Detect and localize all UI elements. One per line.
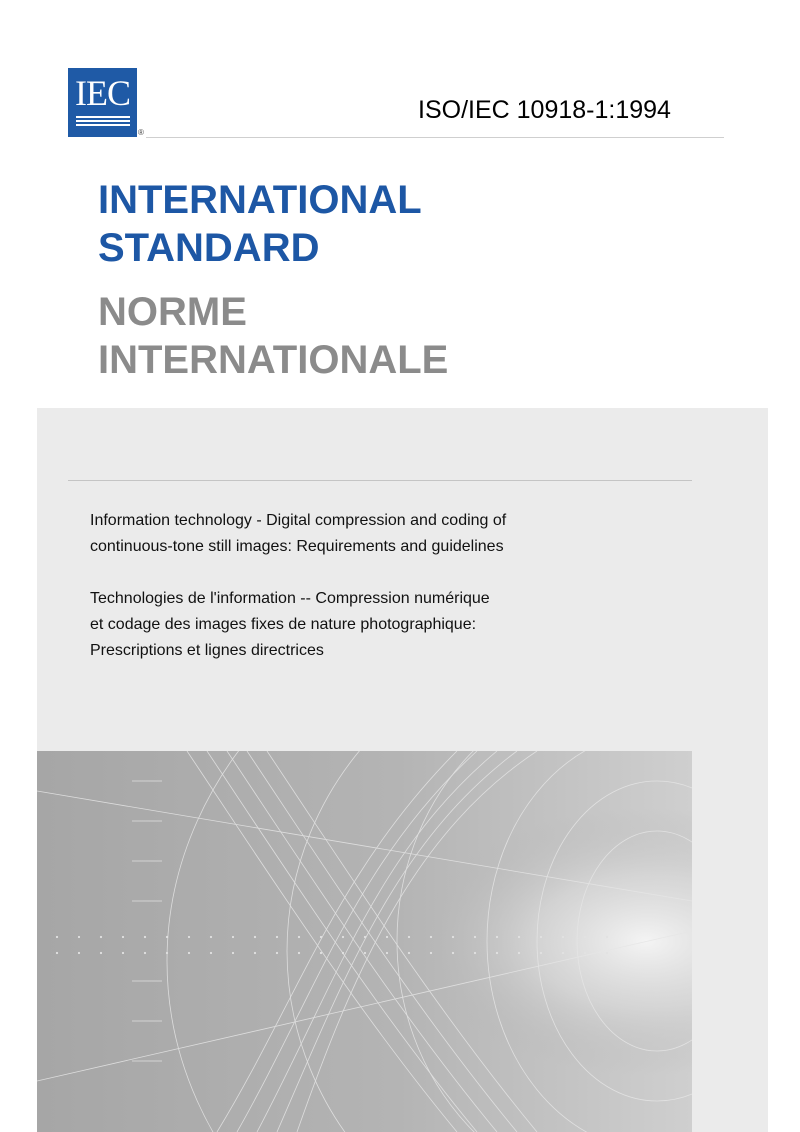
title-english-line-2: STANDARD [98, 226, 320, 270]
artwork-dot [496, 936, 498, 938]
artwork-dot [232, 952, 234, 954]
title-french-line-1: NORME [98, 290, 247, 334]
artwork-dot [386, 936, 388, 938]
artwork-dot [166, 952, 168, 954]
description-french-line-1: Technologies de l'information -- Compression numérique [90, 590, 490, 607]
title-french-line-2: INTERNATIONALE [98, 338, 449, 382]
artwork-dot [122, 952, 124, 954]
artwork-dot [232, 936, 234, 938]
artwork-dot [276, 936, 278, 938]
artwork-dot [518, 952, 520, 954]
header-divider [146, 137, 724, 138]
artwork-dot [606, 952, 608, 954]
artwork-dot [166, 936, 168, 938]
artwork-dot [210, 952, 212, 954]
artwork-dot [540, 936, 542, 938]
title-english-line-1: INTERNATIONAL [98, 178, 422, 222]
artwork-dot [408, 936, 410, 938]
artwork-dot [452, 952, 454, 954]
artwork-dot [210, 936, 212, 938]
artwork-dot [100, 952, 102, 954]
artwork-dot [474, 952, 476, 954]
artwork-dot [408, 952, 410, 954]
title-english [98, 176, 422, 272]
artwork-dot [254, 952, 256, 954]
artwork-dot [276, 952, 278, 954]
description-french-line-2: et codage des images fixes de nature photographique: [90, 616, 477, 633]
artwork-dot [188, 952, 190, 954]
artwork-dot [518, 936, 520, 938]
artwork-dot [78, 936, 80, 938]
artwork-dot [298, 936, 300, 938]
artwork-dot [430, 952, 432, 954]
artwork-dot [254, 936, 256, 938]
artwork-dot [188, 936, 190, 938]
description-english [90, 508, 506, 560]
artwork-dot [386, 952, 388, 954]
artwork-dot [320, 936, 322, 938]
artwork-dot [144, 952, 146, 954]
artwork-dot [496, 952, 498, 954]
artwork-dot [298, 952, 300, 954]
artwork-dot [540, 952, 542, 954]
artwork-dot [584, 952, 586, 954]
artwork-dot [474, 936, 476, 938]
description-english-line-2: continuous-tone still images: Requirements and guidelines [90, 538, 504, 555]
artwork-dot [320, 952, 322, 954]
artwork-dot [452, 936, 454, 938]
iec-logo [68, 68, 137, 137]
artwork-dot [100, 936, 102, 938]
document-number: ISO/IEC 10918-1:1994 [418, 96, 671, 124]
artwork-dot [430, 936, 432, 938]
artwork-dot [562, 936, 564, 938]
artwork-dot [584, 936, 586, 938]
artwork-dot [342, 936, 344, 938]
artwork-dot [78, 952, 80, 954]
artwork-dot [606, 936, 608, 938]
description-french [90, 586, 490, 664]
logo-text: IEC [75, 73, 130, 113]
logo-lines [76, 116, 130, 128]
artwork-dot [364, 936, 366, 938]
cover-artwork [37, 751, 692, 1132]
panel-divider [68, 480, 692, 481]
artwork-dot [144, 936, 146, 938]
artwork-dot [364, 952, 366, 954]
artwork-dot [122, 936, 124, 938]
artwork-dot [56, 936, 58, 938]
description-english-line-1: Information technology - Digital compression and coding of [90, 512, 507, 529]
artwork-dot [56, 952, 58, 954]
description-french-line-3: Prescriptions et lignes directrices [90, 642, 324, 659]
registered-mark: ® [138, 128, 144, 137]
artwork-dot [342, 952, 344, 954]
artwork-dot [562, 952, 564, 954]
title-french [98, 288, 448, 384]
